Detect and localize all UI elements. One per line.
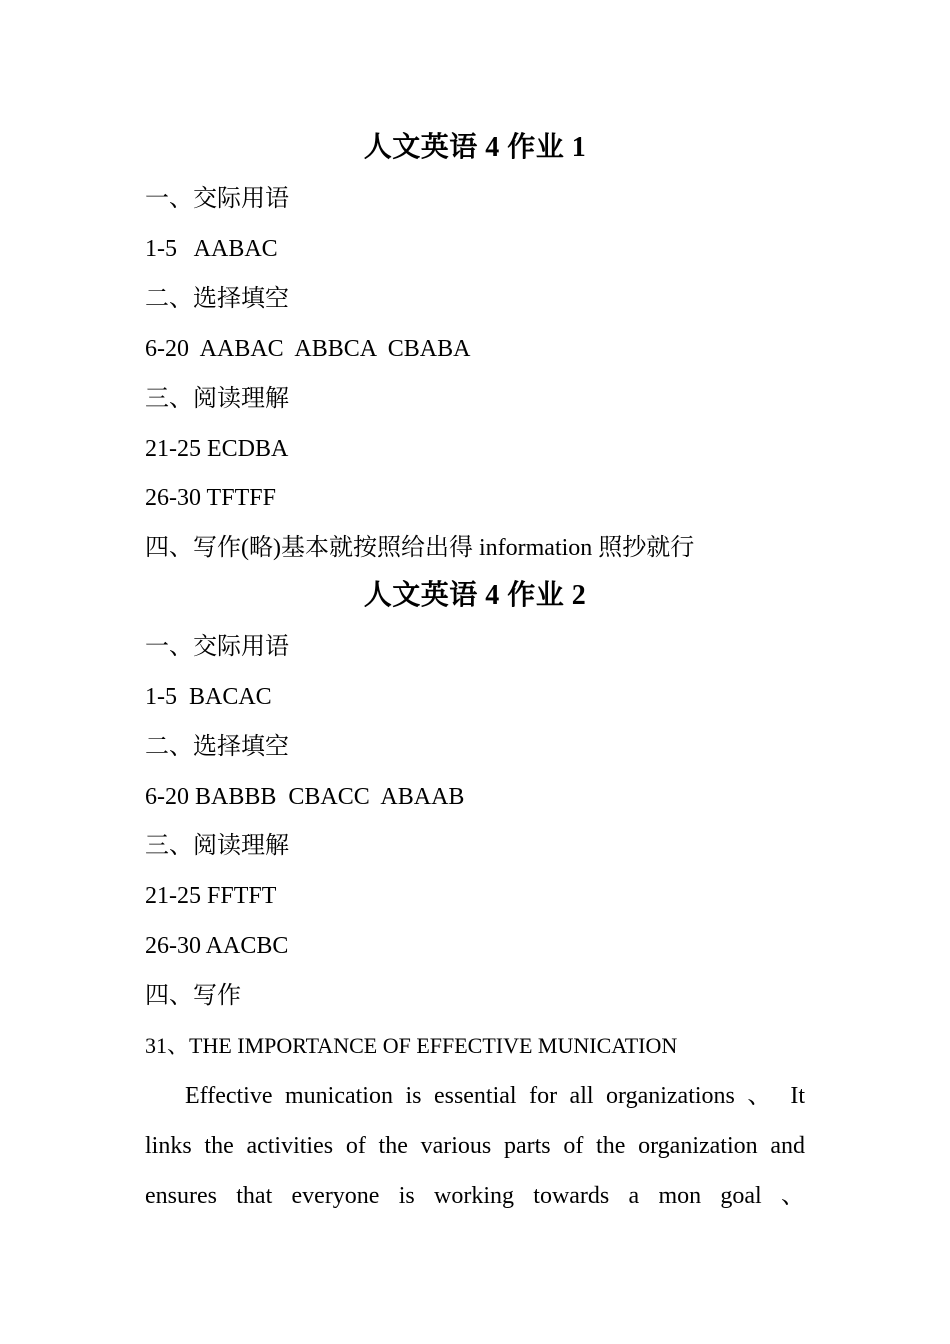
hw1-answers-1-5: 1-5 AABAC (145, 236, 278, 262)
hw2-answers-6-20: 6-20 BABBB CBACC ABAAB (145, 784, 465, 810)
hw1-answers-6-20: 6-20 AABAC ABBCA CBABA (145, 336, 471, 362)
hw2-section-reading: 三、阅读理解 (145, 833, 289, 859)
hw2-section-writing: 四、写作 (145, 983, 241, 1009)
hw2-answers-21-25: 21-25 FFTFT (145, 883, 277, 909)
hw1-section-communication: 一、交际用语 (145, 186, 289, 212)
hw1-answers-26-30: 26-30 TFTFF (145, 485, 276, 511)
essay-line-3: ensures that everyone is working towards a mon goal 、 (145, 1183, 805, 1209)
hw1-section-writing: 四、写作(略)基本就按照给出得 information 照抄就行 (145, 535, 695, 561)
essay-line-2: links the activities of the various parts of the organization and (145, 1133, 805, 1159)
essay-line-1: Effective munication is essential for all organizations 、 It (185, 1083, 805, 1109)
hw1-section-reading: 三、阅读理解 (145, 386, 289, 412)
homework-2-title: 人文英语 4 作业 2 (363, 580, 587, 611)
hw2-section-fill-in: 二、选择填空 (145, 734, 289, 760)
hw1-section-fill-in: 二、选择填空 (145, 286, 289, 312)
essay-heading: 31、THE IMPORTANCE OF EFFECTIVE MUNICATION (145, 1033, 678, 1058)
homework-1-title: 人文英语 4 作业 1 (363, 132, 587, 163)
hw1-answers-21-25: 21-25 ECDBA (145, 436, 289, 462)
hw2-section-communication: 一、交际用语 (145, 634, 289, 660)
hw2-answers-1-5: 1-5 BACAC (145, 684, 272, 710)
hw2-answers-26-30: 26-30 AACBC (145, 933, 289, 959)
